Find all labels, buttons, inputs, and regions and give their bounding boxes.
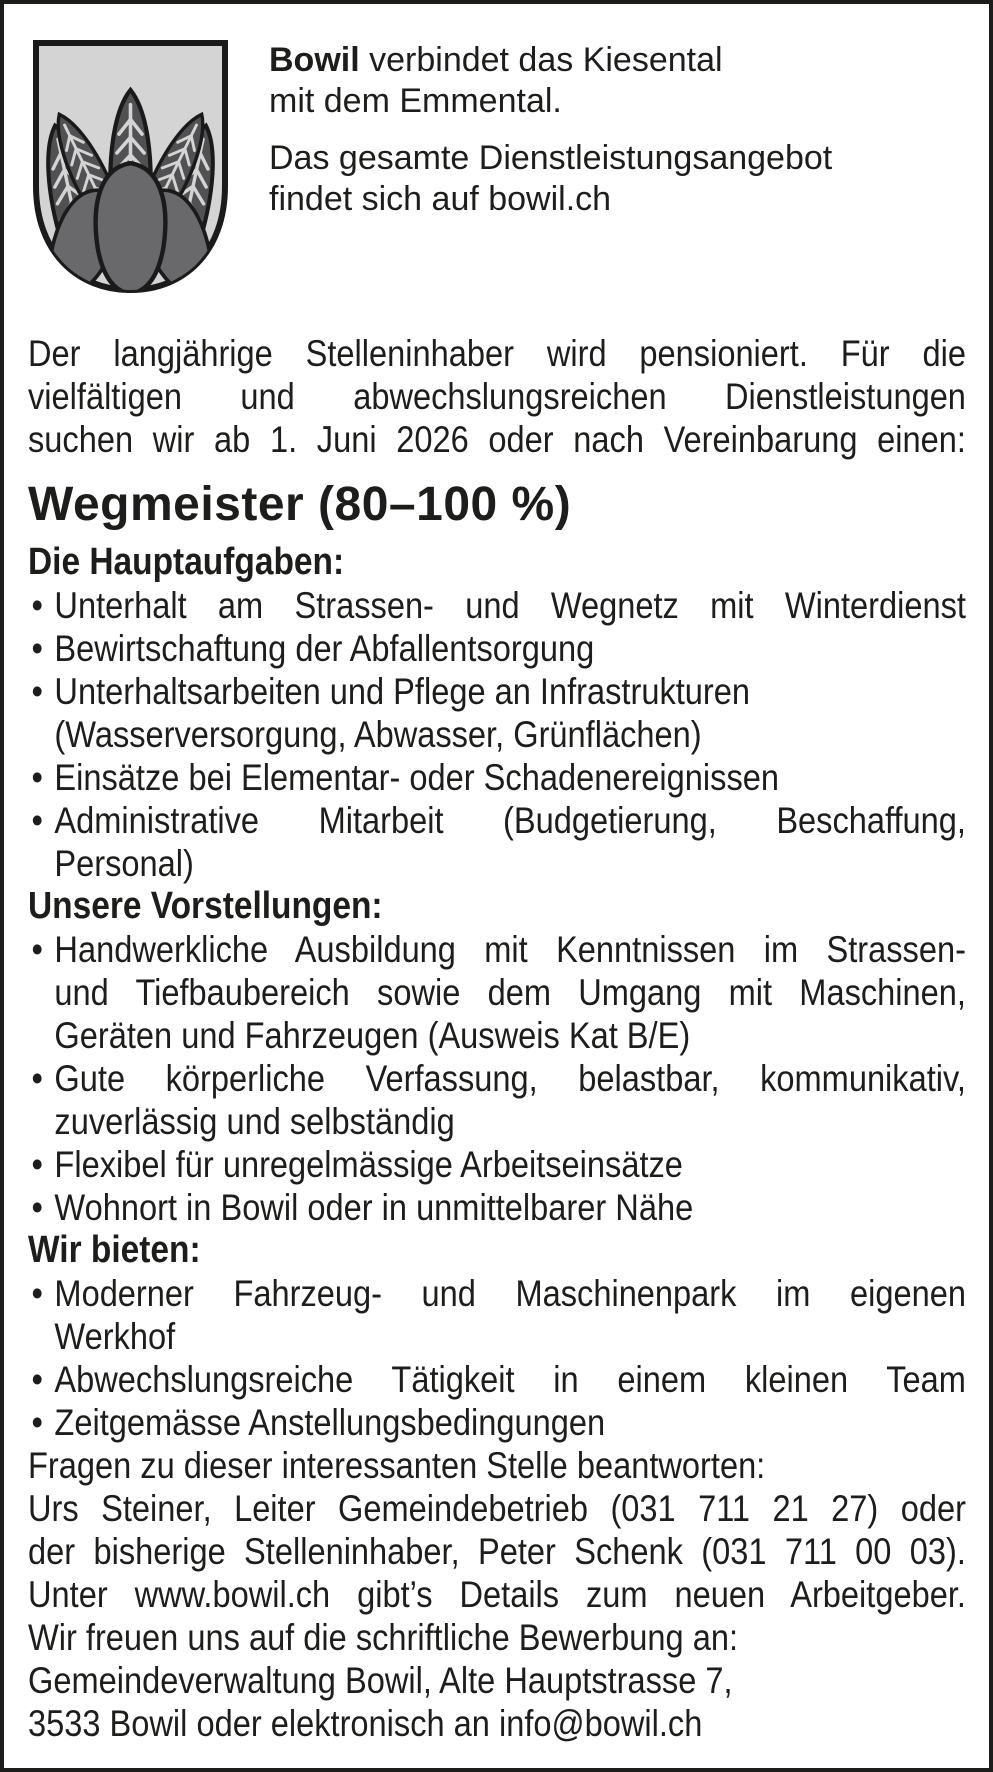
closing-line: 3533 Bowil oder elektronisch an info@bowil.ch: [28, 1703, 703, 1744]
task-item: • Unterhalt am Strassen- und Wegnetz mit Winterdienst: [28, 584, 966, 627]
job-title: Wegmeister (80–100 %): [28, 478, 572, 531]
brand-name: Bowil: [269, 41, 360, 79]
profile-item: • Flexibel für unregelmässige Arbeitseinsätze: [28, 1143, 966, 1186]
contact-line: der bisherige Stelleninhaber, Peter Schenk (031 711 00 03).: [28, 1531, 966, 1572]
header: [28, 38, 965, 296]
section-offer: [28, 1229, 966, 1444]
offer-item-continuation: Werkhof: [54, 1316, 176, 1357]
closing-line: Unter www.bowil.ch gibt’s Details zum neuen Arbeitgeber.: [28, 1574, 966, 1615]
header-services-line2: findet sich auf bowil.ch: [269, 180, 612, 218]
intro-line: Der langjährige Stelleninhaber wird pensioniert. Für die: [28, 333, 966, 374]
closing-line: Wir freuen uns auf die schriftliche Bewerbung an:: [28, 1617, 739, 1658]
tagline-rest: verbindet das Kiesental: [359, 41, 723, 79]
closing-paragraph: [28, 1573, 966, 1745]
profile-item: • Wohnort in Bowil oder in unmittelbarer Nähe: [28, 1186, 966, 1229]
header-tagline-line1: [269, 40, 832, 81]
task-item: • Bewirtschaftung der Abfallentsorgung: [28, 627, 966, 670]
offer-heading: Wir bieten:: [28, 1229, 201, 1271]
task-item-continuation: Personal): [54, 843, 194, 884]
task-item: • Unterhaltsarbeiten und Pflege an Infrastrukturen: [28, 670, 966, 713]
header-services-line1: Das gesamte Dienstleistungsangebot: [269, 139, 833, 177]
profile-item: • Handwerkliche Ausbildung mit Kenntnissen im Strassen-: [28, 928, 966, 971]
offer-item: • Zeitgemässe Anstellungsbedingungen: [28, 1401, 966, 1444]
task-item: • Einsätze bei Elementar- oder Schadenereignissen: [28, 756, 966, 799]
profile-heading: Unsere Vorstellungen:: [28, 885, 383, 927]
section-profile: [28, 885, 966, 1229]
header-text: [269, 38, 832, 220]
ad-body: [28, 541, 966, 1745]
bowil-coat-of-arms-icon: [28, 38, 233, 296]
contact-line: Fragen zu dieser interessanten Stelle beantworten:: [28, 1445, 766, 1486]
intro-paragraph: [28, 332, 966, 461]
profile-item: • Gute körperliche Verfassung, belastbar, kommunikativ,: [28, 1057, 966, 1100]
closing-line: Gemeindeverwaltung Bowil, Alte Hauptstrasse 7,: [28, 1660, 733, 1701]
intro-line: vielfältigen und abwechslungsreichen Dienstleistungen: [28, 376, 966, 417]
profile-item-continuation: zuverlässig und selbständig: [54, 1101, 455, 1142]
intro-line: suchen wir ab 1. Juni 2026 oder nach Vereinbarung einen:: [28, 419, 966, 460]
offer-item: • Abwechslungsreiche Tätigkeit in einem kleinen Team: [28, 1358, 966, 1401]
header-tagline-line2: mit dem Emmental.: [269, 82, 562, 120]
contact-line: Urs Steiner, Leiter Gemeindebetrieb (031 711 21 27) oder: [28, 1488, 966, 1529]
offer-item: • Moderner Fahrzeug- und Maschinenpark im eigenen: [28, 1272, 966, 1315]
section-tasks: [28, 541, 966, 885]
contact-paragraph: [28, 1444, 966, 1573]
task-item: • Administrative Mitarbeit (Budgetierung, Beschaffung,: [28, 799, 966, 842]
profile-item-continuation: Geräten und Fahrzeugen (Ausweis Kat B/E): [54, 1015, 691, 1056]
profile-item-continuation: und Tiefbaubereich sowie dem Umgang mit Maschinen,: [54, 972, 966, 1013]
task-item-continuation: (Wasserversorgung, Abwasser, Grünflächen): [54, 714, 702, 755]
tasks-heading: Die Hauptaufgaben:: [28, 541, 345, 583]
